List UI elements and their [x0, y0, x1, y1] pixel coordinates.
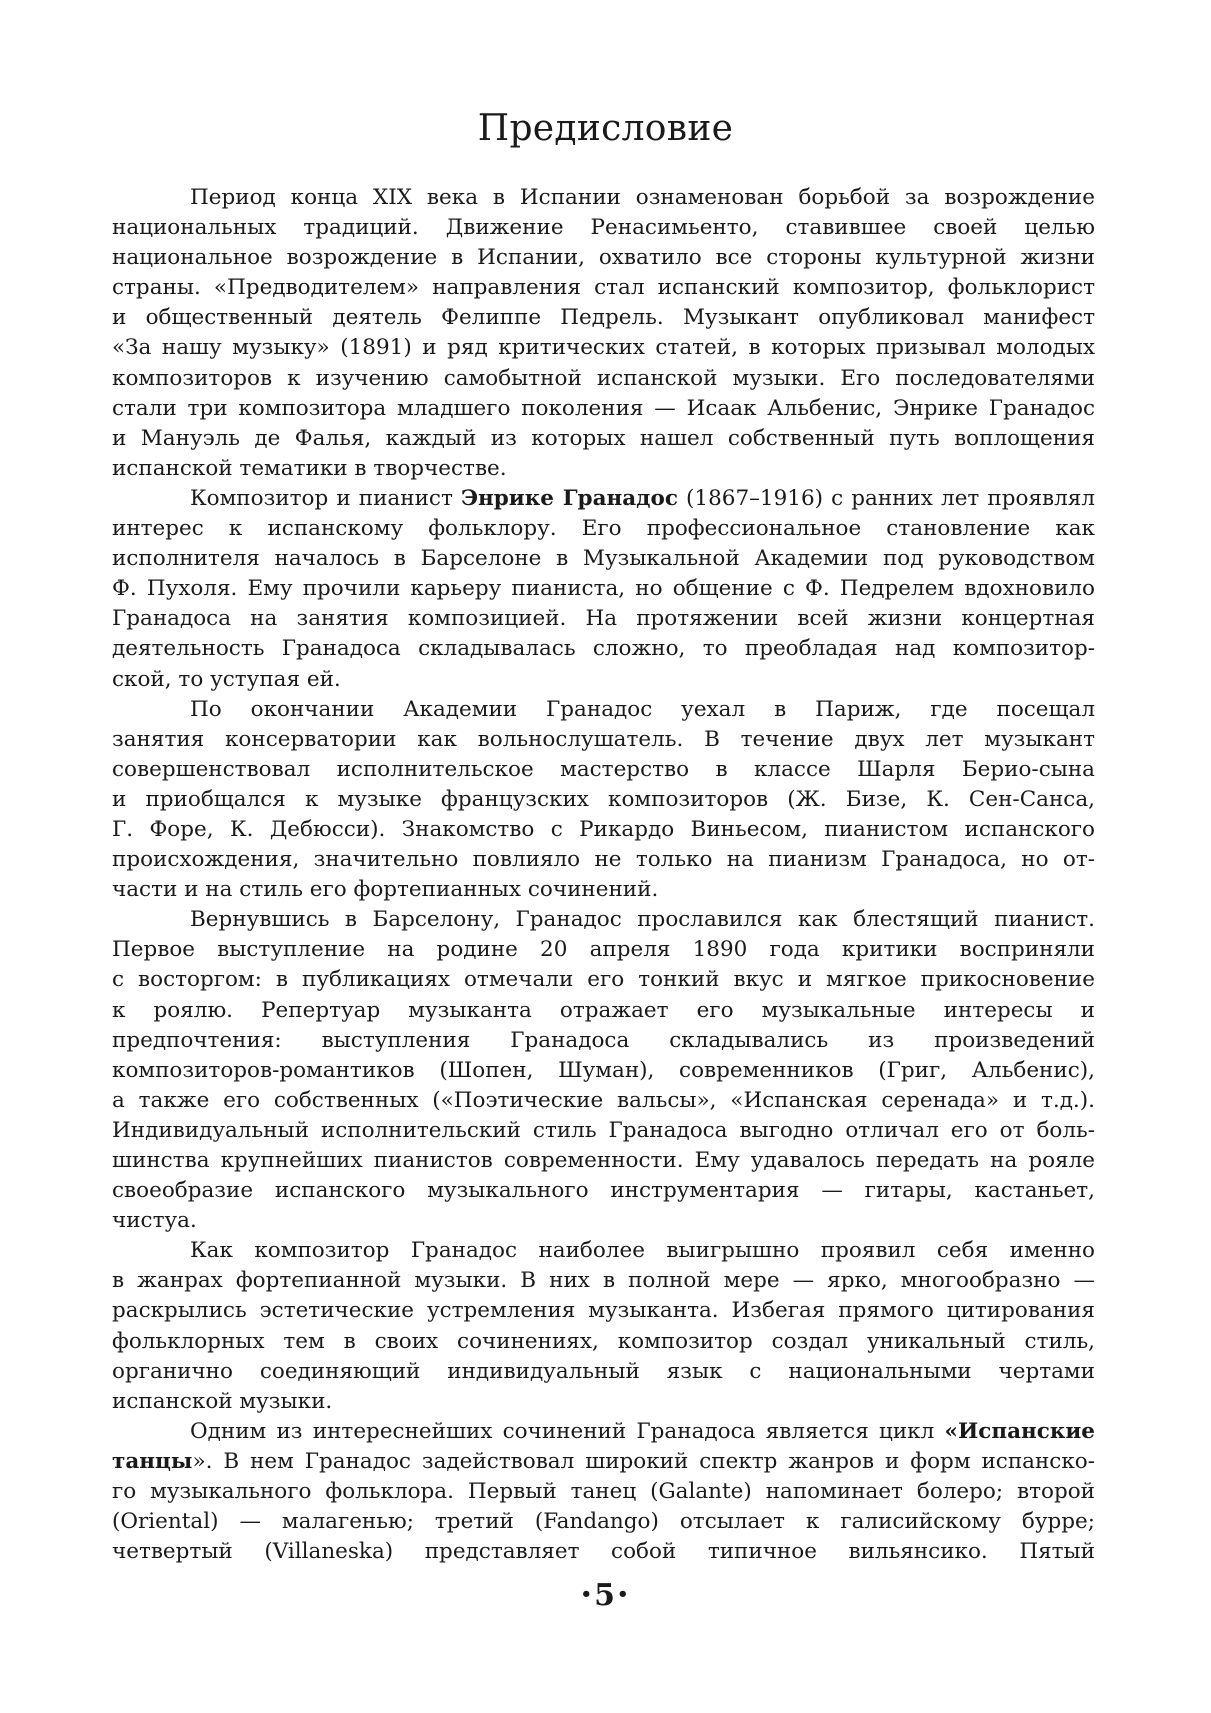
text-line: происхождения, значительно повлияло не только на пианизм Гранадоса, но от- — [112, 847, 1095, 873]
text-line: фольклорных тем в своих сочинениях, композитор создал уникальный стиль, — [112, 1328, 1095, 1354]
text-line: части и на стиль его фортепианных сочинений. — [112, 877, 659, 903]
text-line: и приобщался к музыке французских композиторов (Ж. Бизе, К. Сен-Санса, — [112, 786, 1095, 812]
text-line: ской, то уступая ей. — [112, 666, 341, 692]
text-run: (1867–1916) с ранних лет проявлял — [677, 485, 1095, 511]
text-run: Композитор и пианист — [190, 485, 461, 511]
text-line: Гранадоса на занятия композицией. На протяжении всей жизни концертная — [112, 606, 1095, 632]
text-line: четвертый (Villaneska) представляет собой типичное вильянсико. Пятый — [112, 1539, 1095, 1565]
page-number-value: 5 — [594, 1578, 617, 1613]
text-line: к роялю. Репертуар музыканта отражает его музыкальные интересы и — [112, 997, 1095, 1023]
text-line: страны. «Предводителем» направления стал испанский композитор, фольклорист — [112, 275, 1095, 301]
paragraph-1 — [112, 183, 1095, 484]
text-line: занятия консерватории как вольнослушатель. В течение двух лет музыкант — [112, 726, 1095, 752]
page-title: Предисловие — [477, 108, 734, 149]
paragraph-5 — [112, 1236, 1095, 1417]
text-line: Период конца XIX века в Испании ознаменован борьбой за возрождение — [190, 185, 1095, 210]
cycle-title: «Испанские — [944, 1418, 1095, 1444]
page-number — [0, 1578, 1211, 1613]
text-line: органично соединяющий индивидуальный язык с национальными чертами — [112, 1358, 1095, 1384]
text-line — [112, 1417, 1095, 1447]
text-line: совершенствовал исполнительское мастерство в классе Шарля Берио-сына — [112, 756, 1095, 782]
text-line: в жанрах фортепианной музыки. В них в полной мере — ярко, многообразно — — [112, 1268, 1095, 1294]
text-line: предпочтения: выступления Гранадоса складывались из произведений — [112, 1027, 1095, 1053]
ornament-dot: • — [580, 1583, 595, 1605]
text-line: композиторов-романтиков (Шопен, Шуман), современников (Григ, Альбенис), — [112, 1057, 1095, 1083]
composer-name: Энрике Гранадос — [460, 485, 678, 511]
paragraph-2 — [112, 484, 1095, 695]
text-line: чистуа. — [112, 1208, 197, 1234]
text-line: и Мануэль де Фалья, каждый из которых нашел собственный путь воплощения — [112, 425, 1095, 451]
text-line: композиторов к изучению самобытной испанской музыки. Его последователями — [112, 365, 1095, 391]
text-line: Г. Форе, К. Дебюсси). Знакомство с Рикардо Виньесом, пианистом испанского — [112, 816, 1095, 842]
text-line: своеобразие испанского музыкального инструментария — гитары, кастаньет, — [112, 1178, 1095, 1204]
text-line: испанской тематики в творчестве. — [112, 455, 507, 481]
text-line: Индивидуальный исполнительский стиль Гранадоса выгодно отличал его от боль- — [112, 1117, 1095, 1143]
text-line: национальное возрождение в Испании, охватило все стороны культурной жизни — [112, 245, 1095, 271]
text-line: испанской музыки. — [112, 1388, 333, 1414]
text-line: «За нашу музыку» (1891) и ряд критических статей, в которых призывал молодых — [112, 335, 1095, 361]
text-line: интерес к испанскому фольклору. Его профессиональное становление как — [112, 516, 1095, 542]
text-line — [112, 484, 1095, 514]
paragraph-6 — [112, 1417, 1095, 1567]
text-line: го музыкального фольклора. Первый танец (Galante) напоминает болеро; второй — [112, 1479, 1095, 1505]
text-line — [112, 1447, 1095, 1477]
text-run: Одним из интереснейших сочинений Гранадоса является цикл — [190, 1418, 945, 1444]
text-line: стали три композитора младшего поколения — Исаак Альбенис, Энрике Гранадос — [112, 395, 1095, 421]
text-line: Первое выступление на родине 20 апреля 1890 года критики восприняли — [112, 937, 1095, 963]
paragraph-4 — [112, 905, 1095, 1236]
text-line: с восторгом: в публикациях отмечали его тонкий вкус и мягкое прикосновение — [112, 967, 1095, 993]
text-line: По окончании Академии Гранадос уехал в Париж, где посещал — [190, 696, 1095, 722]
text-line: (Oriental) — малагенью; третий (Fandango) отсылает к галисийскому бурре; — [112, 1509, 1095, 1535]
text-line: Вернувшись в Барселону, Гранадос прославился как блестящий пианист. — [190, 907, 1095, 933]
paragraph-3 — [112, 695, 1095, 906]
ornament-dot: • — [616, 1583, 631, 1605]
main-text — [112, 183, 1095, 1567]
text-line: шинства крупнейших пианистов современности. Ему удавалось передать на рояле — [112, 1148, 1095, 1173]
cycle-title: танцы — [112, 1448, 193, 1474]
text-run: ». В нем Гранадос задействовал широкий спектр жанров и форм испанско- — [192, 1448, 1095, 1474]
text-line: деятельность Гранадоса складывалась сложно, то преобладая над композитор- — [112, 636, 1095, 662]
text-line: а также его собственных («Поэтические вальсы», «Испанская серенада» и т.д.). — [112, 1087, 1095, 1113]
text-line: Ф. Пухоля. Ему прочили карьеру пианиста, но общение с Ф. Педрелем вдохновило — [112, 576, 1095, 602]
text-line: и общественный деятель Фелиппе Педрель. Музыкант опубликовал манифест — [112, 305, 1095, 331]
text-line: исполнителя началось в Барселоне в Музыкальной Академии под руководством — [112, 546, 1095, 572]
text-line: национальных традиций. Движение Ренасимьенто, ставившее своей целью — [112, 215, 1095, 241]
text-line: раскрылись эстетические устремления музыканта. Избегая прямого цитирования — [112, 1298, 1095, 1324]
text-line: Как композитор Гранадос наиболее выигрышно проявил себя именно — [190, 1238, 1095, 1264]
